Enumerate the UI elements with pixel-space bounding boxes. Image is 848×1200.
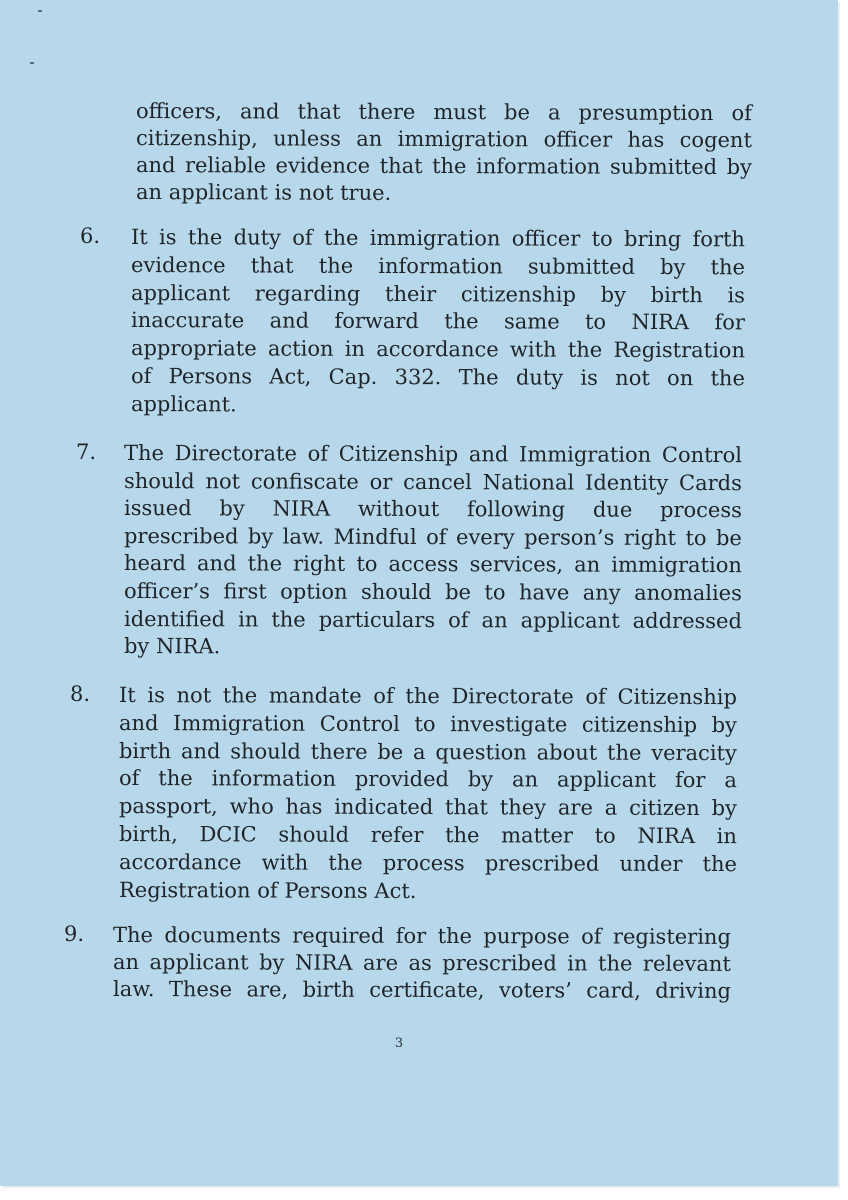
text-line: passport, who has indicated that they are a citizen by: [118, 794, 737, 821]
text-line: The Directorate of Citizenship and Immigration Control: [123, 441, 743, 468]
text-line: officer’s first option should be to have any anomalies: [123, 579, 742, 606]
paragraph-number: 8.: [70, 682, 91, 706]
text-line: It is the duty of the immigration officer to bring forth: [130, 225, 746, 252]
text-line: The documents required for the purpose of registering: [112, 923, 731, 949]
text-line: inaccurate and forward the same to NIRA for: [130, 308, 745, 335]
text-line: birth, DCIC should refer the matter to NIRA in: [118, 822, 737, 849]
paragraph-number: 7.: [76, 440, 97, 464]
paragraph-number: 9.: [64, 922, 85, 946]
text-line: Registration of Persons Act.: [118, 877, 417, 903]
text-line: applicant.: [130, 391, 237, 417]
text-line: law. These are, birth certificate, voters’ card, driving: [112, 977, 732, 1003]
text-line: prescribed by law. Mindful of every person’s right to be: [123, 523, 742, 550]
text-line: an applicant by NIRA are as prescribed in the relevant: [112, 950, 731, 976]
page-number: 3: [394, 1036, 404, 1051]
text-line: and reliable evidence that the information submitted by: [135, 153, 752, 180]
text-line: of Persons Act, Cap. 332. The duty is not on the: [130, 364, 745, 391]
text-line: evidence that the information submitted by the: [130, 252, 746, 280]
text-line: appropriate action in accordance with the Registration: [130, 336, 746, 363]
text-line: should not confiscate or cancel National Identity Cards: [123, 468, 742, 495]
text-line: issued by NIRA without following due process: [123, 496, 742, 523]
text-line: applicant regarding their citizenship by birth is: [130, 280, 746, 307]
text-line: birth and should there be a question about the veracity: [118, 738, 737, 765]
text-line: It is not the mandate of the Directorate of Citizenship: [118, 683, 737, 710]
text-line: of the information provided by an applicant for a: [118, 766, 737, 793]
text-line: identified in the particulars of an applicant addressed: [123, 606, 742, 633]
text-line: accordance with the process prescribed under the: [118, 849, 738, 876]
text-line: heard and the right to access services, an immigration: [123, 551, 742, 578]
paragraph-number: 6.: [80, 224, 101, 248]
text-line: an applicant is not true.: [135, 180, 392, 205]
text-line: officers, and that there must be a presumption of: [135, 99, 752, 126]
text-line: and Immigration Control to investigate citizenship by: [118, 710, 737, 737]
text-line: citizenship, unless an immigration officer has cogent: [135, 126, 752, 153]
text-line: by NIRA.: [123, 634, 221, 659]
